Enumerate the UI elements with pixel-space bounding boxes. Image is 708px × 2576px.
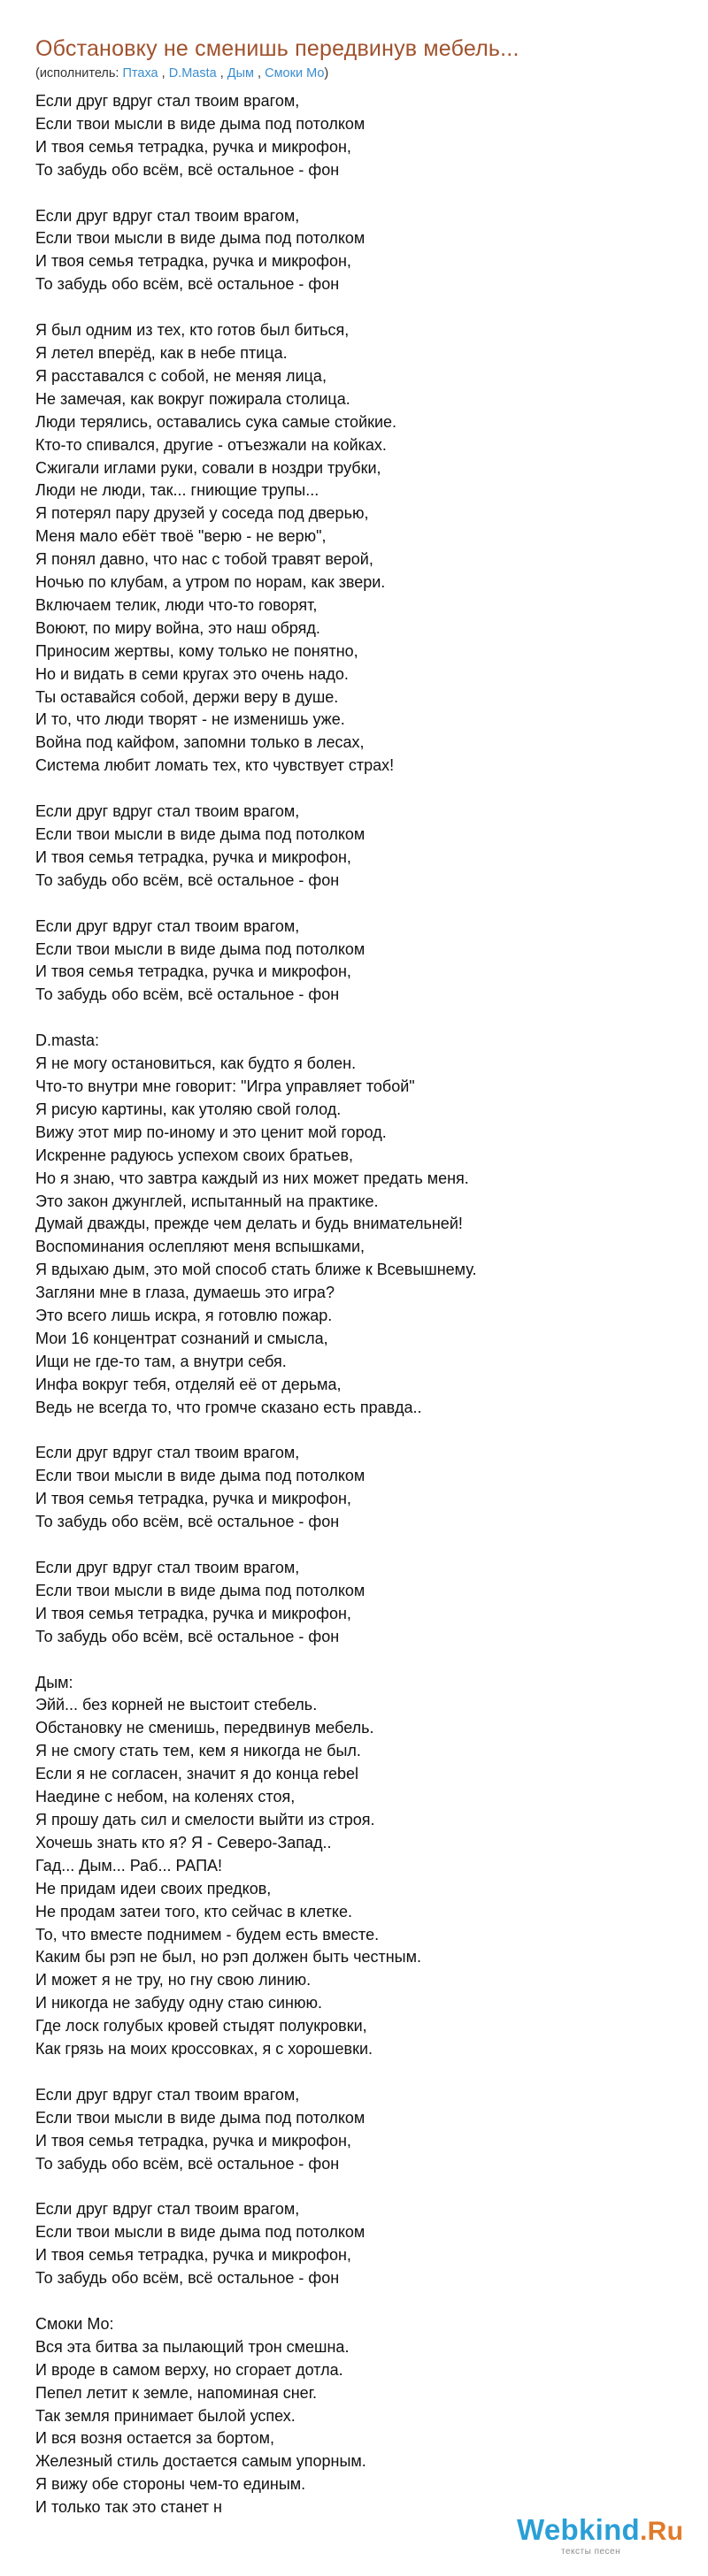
lyrics-line: Я не могу остановиться, как будто я болен.: [35, 1054, 357, 1073]
lyrics-line: Эйй... без корней не выстоит стебель.: [35, 1696, 318, 1714]
artist-link-smoki-mo[interactable]: Смоки Мо: [265, 66, 325, 80]
lyrics-line: И твоя семья тетрадка, ручка и микрофон,: [35, 252, 351, 271]
lyrics-line: И вроде в самом верху, но сгорает дотла.: [35, 2360, 343, 2379]
lyrics-line: То забудь обо всём, всё остальное - фон: [35, 275, 340, 294]
lyrics-line: Если я не согласен, значит я до конца rebel: [35, 1765, 359, 1783]
lyrics-line: Я вдыхаю дым, это мой способ стать ближе к Всевышнему.: [35, 1261, 477, 1279]
lyrics-line: Железный стиль достается самым упорным.: [35, 2452, 366, 2471]
lyrics-line: Наедине с небом, на коленях стоя,: [35, 1788, 296, 1806]
lyrics-line: Воспоминания ослепляют меня вспышками,: [35, 1238, 366, 1256]
lyrics-blank-line: [35, 1420, 673, 1443]
lyrics-line: То забудь обо всём, всё остальное - фон: [35, 1627, 340, 1645]
lyrics-line: Люди не люди, так... гниющие трупы...: [35, 481, 319, 500]
lyrics-line: Я расставался с собой, не меняя лица,: [35, 366, 327, 385]
lyrics-line: Но я знаю, что завтра каждый из них может предать меня.: [35, 1169, 469, 1187]
lyrics-line: Если твои мысли в виде дыма под потолком: [35, 1467, 366, 1485]
lyrics-line: И твоя семья тетрадка, ручка и микрофон,: [35, 1604, 351, 1622]
lyrics-line: D.masta:: [35, 1031, 100, 1050]
lyrics-line: Если друг вдруг стал твоим врагом,: [35, 1444, 300, 1462]
lyrics-line: Если друг вдруг стал твоим врагом,: [35, 206, 300, 225]
lyrics-line: Хочешь знать кто я? Я - Северо-Запад..: [35, 1833, 332, 1852]
lyrics-line: Не продам затеи того, кто сейчас в клетке.: [35, 1902, 352, 1920]
lyrics-line: Если твои мысли в виде дыма под потолком: [35, 2108, 366, 2127]
lyrics-line: Обстановку не сменишь, передвинув мебель.: [35, 1719, 374, 1737]
lyrics-line: Если твои мысли в виде дыма под потолком: [35, 229, 366, 248]
logo-tld: .Ru: [640, 2517, 684, 2546]
lyrics-line: Система любит ломать тех, кто чувствует страх!: [35, 756, 395, 775]
lyrics-line: Гад... Дым... Раб... РАПА!: [35, 1856, 223, 1874]
lyrics-line: И твоя семья тетрадка, ручка и микрофон,: [35, 847, 351, 866]
lyrics-line: Инфа вокруг тебя, отделяй её от дерьма,: [35, 1375, 342, 1393]
lyrics-line: Каким бы рэп не был, но рэп должен быть честным.: [35, 1948, 421, 1966]
lyrics-line: То забудь обо всём, всё остальное - фон: [35, 1513, 340, 1531]
lyrics-line: Я рисую картины, как утоляю свой голод.: [35, 1100, 342, 1118]
song-page: [35, 35, 673, 2519]
lyrics-line: Но и видать в семи кругах это очень надо.: [35, 664, 349, 683]
lyrics-blank-line: [35, 1534, 673, 1557]
lyrics-line: И то, что люди творят - не изменишь уже.: [35, 710, 345, 729]
lyrics-line: Загляни мне в глаза, думаешь это игра?: [35, 1284, 335, 1302]
lyrics-line: Сжигали иглами руки, совали в ноздри трубки,: [35, 458, 381, 477]
lyrics-line: Если твои мысли в виде дыма под потолком: [35, 114, 366, 133]
lyrics-line: Война под кайфом, запомни только в лесах,: [35, 733, 365, 752]
lyrics-line: Не замечая, как вокруг пожирала столица.: [35, 389, 350, 408]
lyrics-line: То забудь обо всём, всё остальное - фон: [35, 2269, 340, 2288]
lyrics-line: То забудь обо всём, всё остальное - фон: [35, 2154, 340, 2173]
lyrics-line: Я летел вперёд, как в небе птица.: [35, 343, 288, 362]
lyrics-line: Воюют, по миру война, это наш обряд.: [35, 618, 320, 637]
webkind-logo[interactable]: [517, 2512, 694, 2562]
lyrics-line: Не придам идеи своих предков,: [35, 1879, 272, 1898]
lyrics-line: Кто-то спивался, другие - отъезжали на койках.: [35, 435, 387, 454]
lyrics-line: Где лоск голубых кровей стыдят полукровки,: [35, 2017, 367, 2036]
lyrics-line: Искренне радуюсь успехом своих братьев,: [35, 1146, 354, 1164]
lyrics-line: Смоки Мо:: [35, 2314, 114, 2333]
lyrics-blank-line: [35, 2290, 673, 2313]
lyrics-line: Если друг вдруг стал твоим врагом,: [35, 92, 300, 110]
lyrics-line: И твоя семья тетрадка, ручка и микрофон,: [35, 962, 351, 981]
artists-line: (исполнитель: Птаха , D.Masta , Дым , Смоки Мо): [35, 66, 329, 80]
lyrics-line: То, что вместе поднимем - будем есть вместе.: [35, 1925, 380, 1944]
lyrics-blank-line: [35, 296, 673, 319]
lyrics-line: Это всего лишь искра, я готовлю пожар.: [35, 1307, 333, 1325]
lyrics-text: [35, 90, 673, 2519]
lyrics-line: Если твои мысли в виде дыма под потолком: [35, 1581, 366, 1599]
song-title: Обстановку не сменишь передвинув мебель...: [35, 36, 519, 61]
lyrics-line: Думай дважды, прежде чем делать и будь внимательней!: [35, 1215, 463, 1233]
lyrics-line: И вся возня остается за бортом,: [35, 2429, 275, 2448]
lyrics-line: Если друг вдруг стал твоим врагом,: [35, 916, 300, 935]
lyrics-line: Вся эта битва за пылающий трон смешна.: [35, 2337, 350, 2356]
artist-link-dym[interactable]: Дым: [227, 66, 255, 80]
logo-tagline: тексты песен: [561, 2547, 621, 2557]
lyrics-line: Включаем телик, люди что-то говорят,: [35, 595, 318, 614]
lyrics-line: Если твои мысли в виде дыма под потолком: [35, 825, 366, 843]
lyrics-line: И никогда не забуду одну стаю синюю.: [35, 1994, 322, 2012]
lyrics-line: Я потерял пару друзей у соседа под дверью,: [35, 504, 369, 523]
lyrics-line: Если твои мысли в виде дыма под потолком: [35, 939, 366, 958]
lyrics-blank-line: [35, 778, 673, 801]
lyrics-line: То забудь обо всём, всё остальное - фон: [35, 160, 340, 179]
artists-suffix: ): [324, 66, 329, 80]
lyrics-line: Я прошу дать сил и смелости выйти из строя.: [35, 1810, 375, 1828]
lyrics-line: И только так это станет н: [35, 2498, 222, 2517]
lyrics-line: Меня мало ебёт твоё "верю - не верю",: [35, 527, 327, 546]
lyrics-line: Ищи не где-то там, а внутри себя.: [35, 1352, 287, 1370]
lyrics-line: Вижу этот мир по-иному и это ценит мой город.: [35, 1123, 387, 1141]
lyrics-line: Если друг вдруг стал твоим врагом,: [35, 2085, 300, 2104]
lyrics-line: Ночью по клубам, а утром по норам, как звери.: [35, 573, 386, 592]
lyrics-line: И твоя семья тетрадка, ручка и микрофон,: [35, 2246, 351, 2265]
lyrics-line: И твоя семья тетрадка, ручка и микрофон,: [35, 2131, 351, 2150]
lyrics-blank-line: [35, 893, 673, 916]
lyrics-line: То забудь обо всём, всё остальное - фон: [35, 870, 340, 889]
artist-link-ptakha[interactable]: Птаха: [122, 66, 158, 80]
lyrics-blank-line: [35, 2175, 673, 2198]
lyrics-blank-line: [35, 182, 673, 205]
logo-wordmark: [517, 2512, 683, 2549]
lyrics-line: Я не смогу стать тем, кем я никогда не был.: [35, 1742, 361, 1760]
lyrics-line: Так земля принимает былой успех.: [35, 2406, 296, 2425]
lyrics-blank-line: [35, 2061, 673, 2084]
lyrics-line: Если друг вдруг стал твоим врагом,: [35, 2200, 300, 2219]
lyrics-blank-line: [35, 1649, 673, 1672]
lyrics-line: Мои 16 концентрат сознаний и смысла,: [35, 1329, 328, 1347]
lyrics-line: Дым:: [35, 1673, 73, 1691]
lyrics-line: Я вижу обе стороны чем-то единым.: [35, 2475, 306, 2494]
artist-link-dmasta[interactable]: D.Masta: [168, 66, 217, 80]
lyrics-line: И твоя семья тетрадка, ручка и микрофон,: [35, 1490, 351, 1508]
lyrics-line: И твоя семья тетрадка, ручка и микрофон,: [35, 137, 351, 156]
lyrics-line: Что-то внутри мне говорит: "Игра управляет тобой": [35, 1077, 415, 1095]
lyrics-line: То забудь обо всём, всё остальное - фон: [35, 985, 340, 1004]
logo-name: Webkind: [517, 2513, 640, 2546]
lyrics-line: Приносим жертвы, кому только не понятно,: [35, 641, 358, 660]
lyrics-blank-line: [35, 1007, 673, 1030]
lyrics-line: И может я не тру, но гну свою линию.: [35, 1971, 312, 1990]
lyrics-line: Я понял давно, что нас с тобой травят верой,: [35, 550, 373, 569]
lyrics-line: Как грязь на моих кроссовках, я с хорошевки.: [35, 2040, 373, 2058]
lyrics-line: Ты оставайся собой, держи веру в душе.: [35, 687, 339, 706]
lyrics-line: Это закон джунглей, испытанный на практике.: [35, 1192, 379, 1210]
lyrics-line: Я был одним из тех, кто готов был биться,: [35, 321, 350, 340]
lyrics-line: Ведь не всегда то, что громче сказано есть правда..: [35, 1398, 422, 1416]
lyrics-line: Если твои мысли в виде дыма под потолком: [35, 2223, 366, 2242]
lyrics-line: Пепел летит к земле, напоминая снег.: [35, 2383, 318, 2402]
lyrics-line: Если друг вдруг стал твоим врагом,: [35, 802, 300, 821]
lyrics-line: Если друг вдруг стал твоим врагом,: [35, 1559, 300, 1576]
lyrics-line: Люди терялись, оставались сука самые стойкие.: [35, 412, 397, 431]
artists-prefix: (исполнитель:: [35, 66, 123, 80]
